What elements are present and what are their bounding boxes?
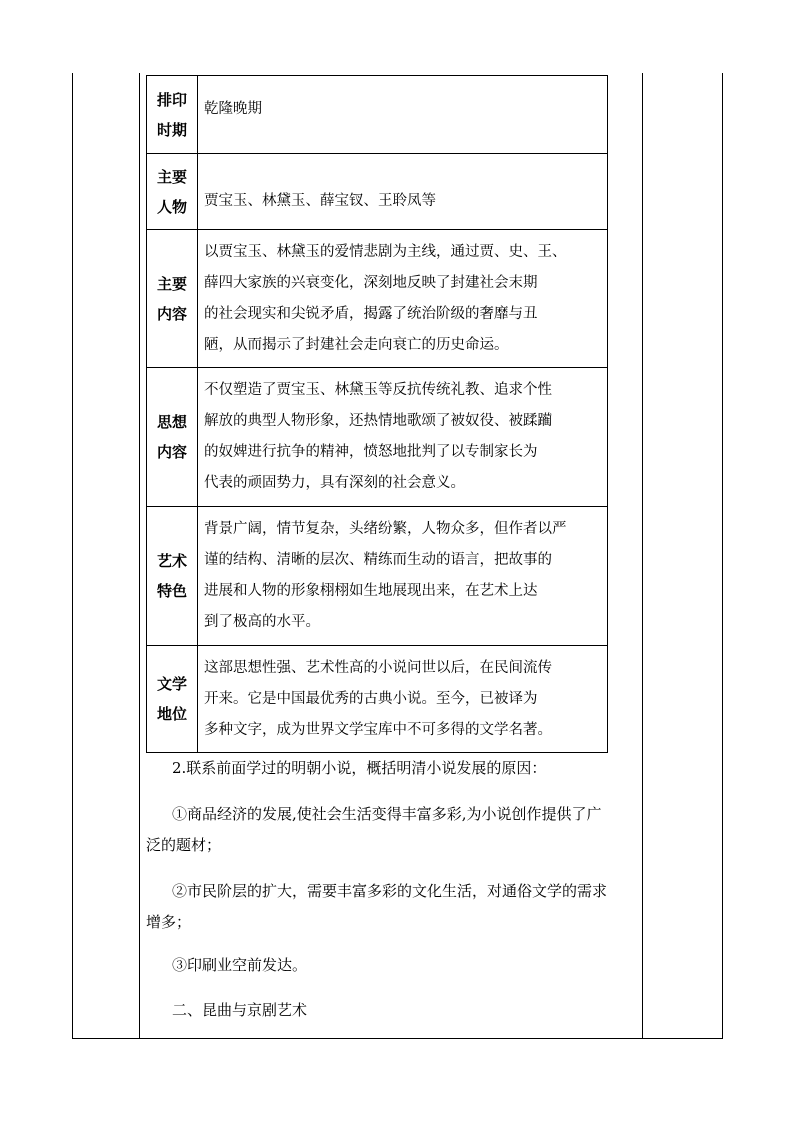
table-row-ideological-content: [147, 368, 608, 507]
paragraph-line: 增多；: [146, 913, 192, 931]
label-line: 文学: [156, 675, 187, 693]
paragraph-line: ①商品经济的发展,使社会生活变得丰富多彩,为小说创作提供了广: [172, 805, 602, 823]
paragraph-line: ③印刷业空前发达。: [172, 956, 308, 974]
label-line: 排印: [156, 90, 187, 109]
content-line: 解放的典型人物形象，还热情地歌颂了被奴役、被蹂躏: [204, 413, 552, 429]
label-line: 人物: [156, 197, 187, 216]
content-line: 背景广阔，情节复杂，头绪纷繁，人物众多，但作者以严: [204, 521, 567, 537]
reason-paragraph-1: [146, 799, 612, 861]
label-line: 地位: [156, 705, 187, 723]
label-line: 内容: [156, 443, 187, 461]
novel-info-table: [146, 75, 608, 753]
row-content: [198, 230, 608, 368]
label-line: 时期: [156, 120, 187, 139]
content-line: 进展和人物的形象栩栩如生地展现出来，在艺术上达: [204, 583, 538, 599]
row-content: [198, 368, 608, 507]
column-divider-right: [642, 73, 643, 1039]
content-line: 代表的顽固势力，具有深刻的社会意义。: [204, 475, 465, 491]
content-line: 这部思想性强、艺术性高的小说问世以后，在民间流传: [204, 659, 552, 676]
reason-paragraph-2: [146, 876, 612, 938]
content-line: 开来。它是中国最优秀的古典小说。至今，已被译为: [204, 690, 538, 707]
row-label: [147, 368, 198, 507]
label-line: 内容: [156, 304, 187, 323]
paragraph-line: 2.联系前面学过的明朝小说，概括明清小说发展的原因：: [172, 759, 547, 777]
section-heading: [146, 995, 612, 1026]
paragraph-line: ②市民阶层的扩大，需要丰富多彩的文化生活，对通俗文学的需求: [172, 882, 608, 900]
content-line: 谨的结构、清晰的层次、精练而生动的语言，把故事的: [204, 552, 552, 568]
row-label: [147, 646, 198, 753]
table-row-literary-status: [147, 646, 608, 753]
content-line: 乾隆晚期: [204, 101, 262, 117]
content-line: 的社会现实和尖锐矛盾，揭露了统治阶级的奢靡与丑: [204, 305, 538, 322]
content-line: 多种文字，成为世界文学宝库中不可多得的文学名著。: [204, 721, 552, 738]
label-line: 主要: [156, 274, 187, 293]
table-row-print-period: [147, 76, 608, 154]
row-content: [198, 646, 608, 753]
label-line: 艺术: [156, 552, 187, 570]
label-line: 思想: [156, 413, 187, 431]
column-divider-left: [139, 73, 140, 1039]
row-content: [198, 76, 608, 154]
row-content: [198, 154, 608, 230]
table-row-main-content: [147, 230, 608, 368]
paragraph-line: 二、昆曲与京剧艺术: [172, 1001, 308, 1019]
row-label: [147, 507, 198, 646]
content-line: 贾宝玉、林黛玉、薛宝钗、王聆凤等: [204, 193, 436, 209]
table-row-main-characters: [147, 154, 608, 230]
label-line: 主要: [156, 167, 187, 186]
row-content: [198, 507, 608, 646]
content-line: 不仅塑造了贾宝玉、林黛玉等反抗传统礼教、追求个性: [204, 382, 552, 398]
reason-paragraph-3: [146, 950, 612, 981]
paragraph-line: 泛的题材；: [146, 836, 222, 854]
row-label: [147, 76, 198, 154]
content-line: 到了极高的水平。: [204, 614, 320, 630]
content-line: 陋，从而揭示了封建社会走向衰亡的历史命运。: [204, 336, 509, 353]
content-line: 薛四大家族的兴衰变化，深刻地反映了封建社会末期: [204, 274, 538, 291]
row-label: [147, 230, 198, 368]
table-row-artistic-features: [147, 507, 608, 646]
question-paragraph: [146, 753, 612, 784]
content-line: 以贾宝玉、林黛玉的爱情悲剧为主线，通过贾、史、王、: [204, 243, 567, 260]
content-line: 的奴婢进行抗争的精神，愤怒地批判了以专制家长为: [204, 444, 538, 460]
row-label: [147, 154, 198, 230]
label-line: 特色: [156, 582, 187, 600]
